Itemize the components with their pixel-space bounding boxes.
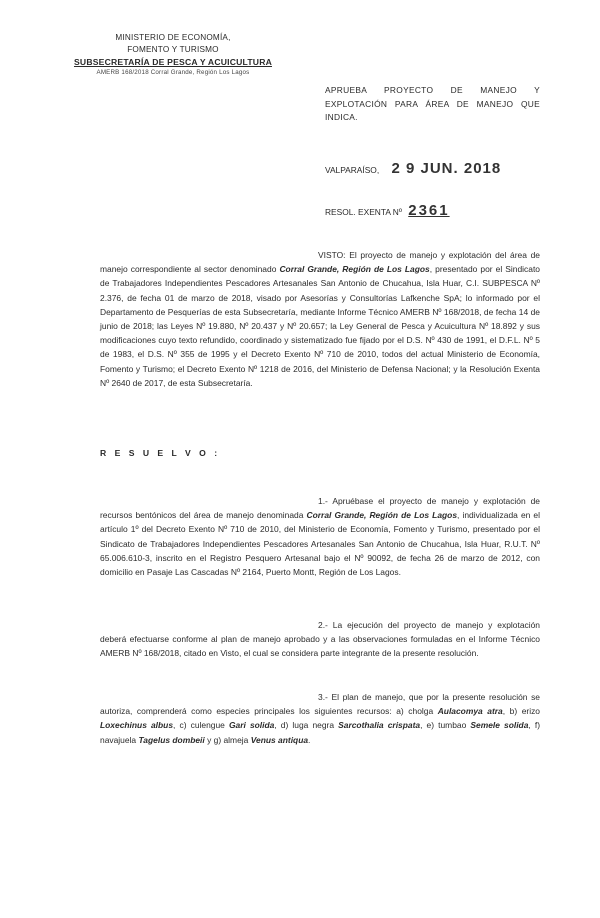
- item-2-text: explotación deberá efectuarse conforme al plan de manejo aprobado y a las observaciones formuladas en el Informe Técnico AMERB Nº 168/2018, citado en Visto, el cual se considera parte integrante de la presente resolución.: [100, 620, 540, 659]
- letterhead: [58, 32, 288, 77]
- document-title: APRUEBA PROYECTO DE MANEJO Y EXPLOTACIÓN PARA ÁREA DE MANEJO QUE INDICA.: [325, 85, 540, 122]
- item-1-lead: 1.- Apruébase el proyecto de manejo y: [318, 496, 479, 506]
- ministry-line-2: FOMENTO Y TURISMO: [127, 45, 219, 54]
- species-name: Venus antiqua: [250, 734, 309, 745]
- item-3-text: , d) luga negra: [274, 720, 339, 731]
- visto-text-2: , presentado por el Sindicato de Trabajadores Independientes Pescadores Artesanales San Antonio de Chucahua, Isla Huar, C.I. SUBPESCA Nº 2.376, de fecha 01 de marzo de 2018, visado por Asesorías y Consultorías Lafkenche SpA; lo informado por el Departamento de Pesquerías de esta Subsecretaría, mediante Informe Técnico AMERB Nº 168/2018, de fecha 14 de junio de 2018; las Leyes Nº 19.880, Nº 20.437 y Nº 20.657; la Ley General de Pesca y Acuicultura Nº 18.892 y sus modificaciones cuyo texto refundido, coordinado y sistematizado fue fijado por el D.S. Nº 430 de 1991, el D.F.L. Nº 5 de 1983, el D.S. Nº 355 de 1995 y el Decreto Exento Nº 710 de 2010, todos del actual Ministerio de Economía, Fomento y Turismo; el Decreto Exento Nº 1218 de 2016, del Ministerio de Defensa Nacional; y la Resolución Exenta Nº 2640 de 2017, de esta Subsecretaría.: [100, 264, 541, 388]
- date-label: VALPARAÍSO,: [325, 165, 380, 175]
- item-1-text-2: , individualizada en el artículo 1º del Decreto Exento Nº 710 de 2010, del Ministerio de Economía, Fomento y Turismo, presentado por el Sindicato de Trabajadores Independientes Pescadores Artesanales San Antonio de Chucahua, Isla Huar, R.U.T. Nº 65.006.610-3, inscrito en el Registro Pesquero Artesanal bajo el Nº 90092, de fecha 26 de marzo de 2012, con domicilio en Pasaje Las Cascadas Nº 2164, Puerto Montt, Región de Los Lagos.: [100, 510, 540, 578]
- visto-paragraph: [100, 248, 540, 390]
- species-name: Sarcothalia crispata: [338, 720, 421, 731]
- item-2-paragraph: [100, 618, 540, 661]
- resuelvo-heading: R E S U E L V O :: [100, 448, 221, 458]
- item-3-text: .: [308, 734, 311, 745]
- subsecretary-line: SUBSECRETARÍA DE PESCA Y ACUICULTURA: [73, 57, 273, 67]
- visto-lead: VISTO:: [318, 250, 346, 260]
- resolution-number: 2361: [408, 202, 450, 219]
- species-name: Gari solida: [228, 720, 275, 731]
- resolution-label: RESOL. EXENTA Nº: [325, 207, 402, 217]
- item-3-lead: 3.- El plan de manejo, que por la presente: [318, 692, 486, 702]
- species-name: Loxechinus albus: [100, 720, 174, 731]
- visto-text-1: El proyecto de manejo y explotación del área de manejo correspondiente al sector denominado: [100, 250, 540, 275]
- species-name: Tagelus dombeii: [138, 734, 205, 745]
- item-2-lead: 2.- La ejecución del proyecto de manejo y: [318, 620, 493, 630]
- item-3-text: , c) culengue: [173, 720, 229, 731]
- visto-place: Corral Grande, Región de Los Lagos: [279, 264, 430, 275]
- date-line: [325, 160, 501, 177]
- item-3-text: resolución se autoriza, comprenderá como especies principales los siguientes recursos: a) cholga: [100, 692, 540, 717]
- item-3-text: , b) erizo: [502, 706, 541, 717]
- item-1-place: Corral Grande, Región de Los Lagos: [306, 510, 458, 521]
- species-name: Semele solida: [470, 720, 529, 731]
- reference-line: AMERB 168/2018 Corral Grande, Región Los Lagos: [96, 69, 250, 76]
- item-3-text: y g) almeja: [204, 734, 251, 745]
- ministry-line-1: MINISTERIO DE ECONOMÍA,: [115, 33, 231, 42]
- item-3-text: , e) tumbao: [420, 720, 471, 731]
- date-stamp: 2 9 JUN. 2018: [391, 160, 502, 177]
- item-3-text: , f) navajuela: [100, 720, 541, 745]
- species-name: Aulacomya atra: [437, 706, 503, 717]
- item-1-text-1: explotación de recursos bentónicos del área de manejo denominada: [100, 496, 540, 521]
- resolution-line: [325, 202, 450, 219]
- item-1-paragraph: [100, 494, 540, 579]
- item-3-paragraph: [100, 690, 540, 747]
